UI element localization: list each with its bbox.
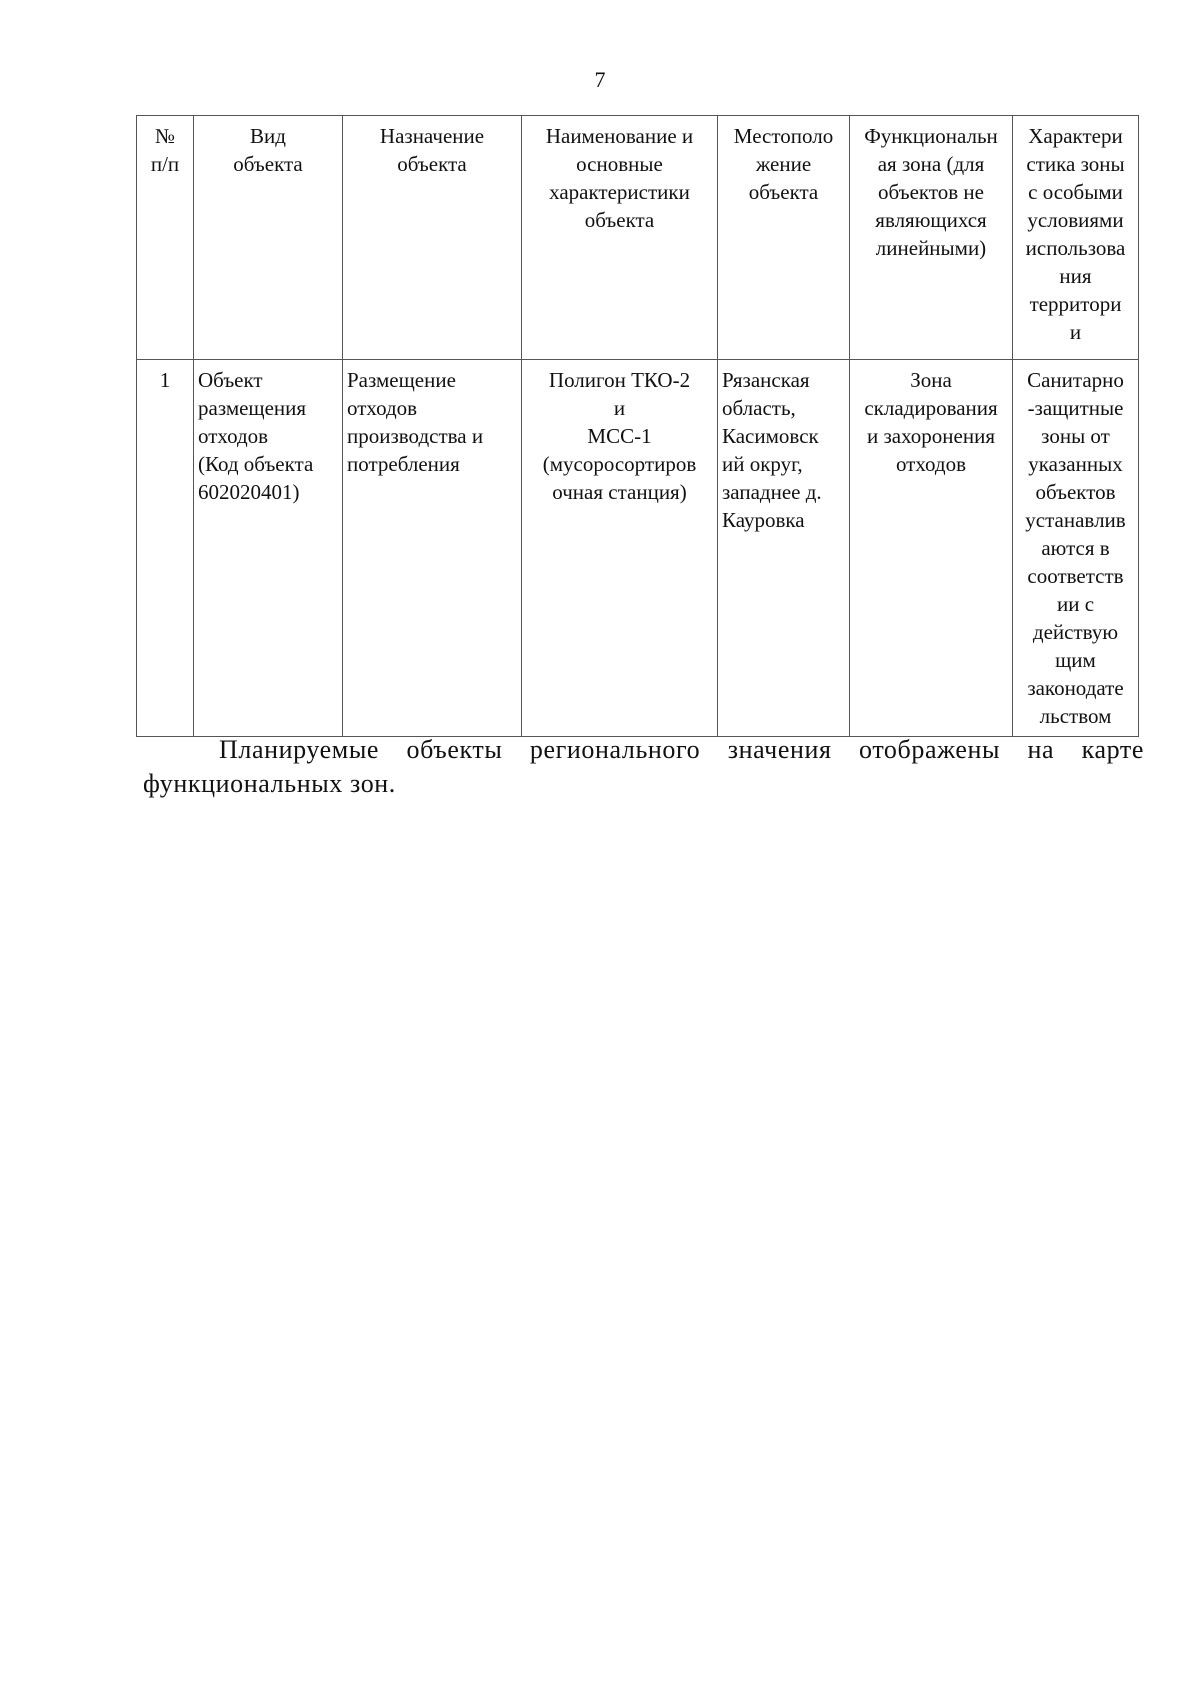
planned-objects-table: [136, 115, 1139, 737]
header-object-type: Вид объекта: [194, 116, 343, 360]
map-reference-paragraph: Планируемые объекты регионального значения отображены на карте функциональных зон.: [143, 735, 1144, 798]
cell-functional-zone: Зона складирования и захоронения отходов: [850, 360, 1013, 737]
cell-object-location: Рязанская область, Касимовск ий округ, западнее д. Кауровка: [718, 360, 850, 737]
header-number: № п/п: [137, 116, 194, 360]
cell-object-name: Полигон ТКО-2 и МСС-1 (мусоросортиров очная станция): [522, 360, 718, 737]
cell-object-type: Объект размещения отходов (Код объекта 602020401): [194, 360, 343, 737]
cell-object-purpose: Размещение отходов производства и потребления: [343, 360, 522, 737]
table-row: [137, 360, 1139, 737]
cell-number: 1: [137, 360, 194, 737]
header-zone-characteristics: Характери стика зоны с особыми условиями использова ния территори и: [1013, 116, 1139, 360]
header-object-purpose: Назначение объекта: [343, 116, 522, 360]
page-number: 7: [594, 67, 606, 92]
cell-zone-characteristics: Санитарно -защитные зоны от указанных объектов устанавлив аются в соответств ии с действую щим законодате льством: [1013, 360, 1139, 737]
header-object-location: Местополо жение объекта: [718, 116, 850, 360]
header-object-name: Наименование и основные характеристики объекта: [522, 116, 718, 360]
header-functional-zone: Функциональн ая зона (для объектов не являющихся линейными): [850, 116, 1013, 360]
table-header-row: [137, 116, 1139, 360]
